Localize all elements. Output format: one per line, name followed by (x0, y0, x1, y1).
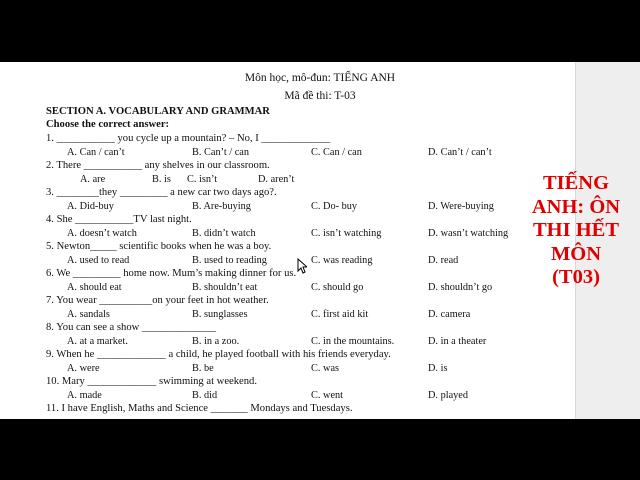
answer-option: B. sunglasses (192, 309, 248, 320)
answer-option: A. are (80, 174, 106, 185)
answer-option: D. is (428, 363, 448, 374)
answer-option: B. be (192, 363, 214, 374)
overlay-title (516, 172, 636, 290)
answer-option: B. did (192, 390, 218, 401)
answer-option: B. Can’t / can (192, 147, 250, 158)
exam-code: Mã đề thi: T-03 (284, 90, 356, 102)
instruction: Choose the correct answer: (46, 119, 170, 130)
answer-option: B. in a zoo. (192, 336, 240, 347)
question-text: 10. Mary _____________ swimming at weekend. (46, 376, 257, 387)
answer-option: B. is (152, 174, 171, 185)
question-text: 4. She ___________TV last night. (46, 214, 192, 225)
answer-option: D. aren’t (258, 174, 295, 185)
course-header: Môn học, mô-đun: TIẾNG ANH (244, 72, 396, 84)
section-title: SECTION A. VOCABULARY AND GRAMMAR (46, 106, 270, 117)
answer-option: D. read (428, 255, 459, 266)
answer-option: C. isn’t watching (311, 228, 382, 239)
answer-option: D. camera (428, 309, 471, 320)
answer-option: B. didn’t watch (192, 228, 256, 239)
question-text: 2. There ___________ any shelves in our classroom. (46, 160, 270, 171)
answer-option: C. isn’t (187, 174, 218, 185)
answer-option: C. Can / can (311, 147, 362, 158)
answer-option: A. should eat (67, 282, 122, 293)
overlay-title-line: ANH: ÔN (531, 195, 621, 218)
answer-option: C. was (311, 363, 340, 374)
answer-option: A. Can / can’t (67, 147, 125, 158)
answer-option: C. in the mountains. (311, 336, 395, 347)
question-text: 7. You wear __________on your feet in hot weather. (46, 295, 269, 306)
answer-option: A. Did-buy (67, 201, 114, 212)
question-text: 6. We _________ home now. Mum’s making dinner for us. (46, 268, 297, 279)
answer-option: C. went (311, 390, 344, 401)
answer-option: D. in a theater (428, 336, 487, 347)
question-text: 3. ________they _________ a new car two days ago?. (46, 187, 277, 198)
answer-option: D. wasn’t watching (428, 228, 509, 239)
overlay-title-line: (T03) (552, 266, 600, 288)
answer-option: D. shouldn’t go (428, 282, 493, 293)
answer-option: B. Are-buying (192, 201, 251, 212)
answer-option: A. doesn’t watch (67, 228, 137, 239)
answer-option: C. Do- buy (311, 201, 358, 212)
answer-option: B. used to reading (192, 255, 267, 266)
answer-option: A. used to read (67, 255, 130, 266)
question-text: 11. I have English, Maths and Science _______ Mondays and Tuesdays. (46, 403, 353, 414)
mouse-pointer-icon (297, 258, 307, 274)
answer-option: A. at a market. (67, 336, 128, 347)
answer-option: A. sandals (67, 309, 110, 320)
answer-option: A. made (67, 390, 102, 401)
overlay-title-line: MÔN (550, 242, 602, 265)
answer-option: D. played (428, 390, 469, 401)
answer-option: C. first aid kit (311, 309, 369, 320)
answer-option: C. should go (311, 282, 364, 293)
answer-option: C. was reading (311, 255, 373, 266)
question-text: 9. When he _____________ a child, he played football with his friends everyday. (46, 349, 391, 360)
overlay-title-line: TIẾNG (542, 172, 610, 194)
document-page (0, 62, 640, 419)
question-text: 8. You can see a show ______________ (46, 322, 217, 333)
question-text: 1. ___________ you cycle up a mountain? – No, I _____________ (46, 133, 331, 144)
answer-option: B. shouldn’t eat (192, 282, 258, 293)
answer-option: D. Can’t / can’t (428, 147, 492, 158)
question-text: 5. Newton_____ scientific books when he was a boy. (46, 241, 272, 252)
answer-option: A. were (67, 363, 100, 374)
answer-option: D. Were-buying (428, 201, 494, 212)
overlay-title-line: THI HẾT (532, 219, 619, 241)
